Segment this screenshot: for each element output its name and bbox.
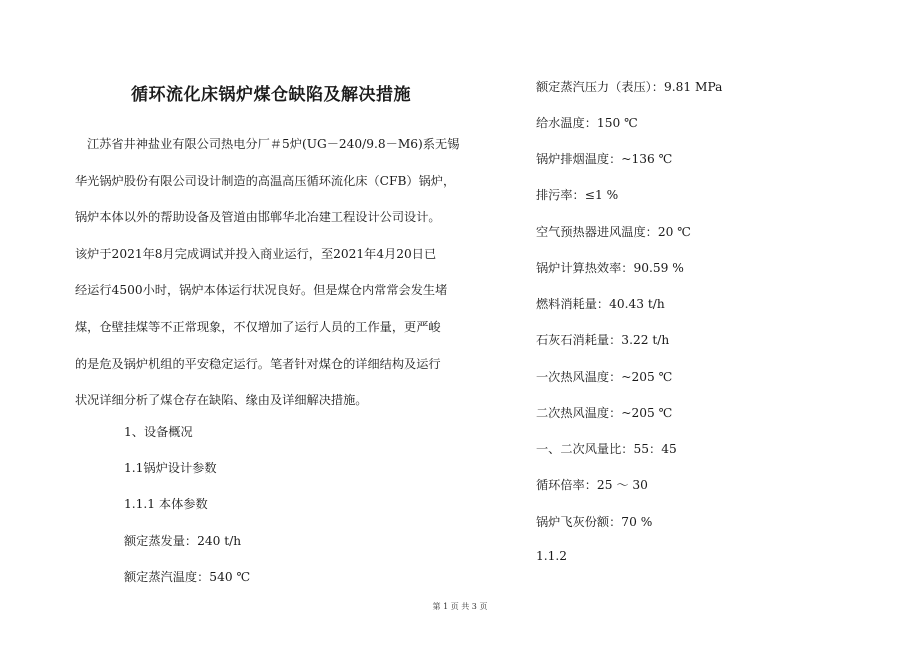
paragraph-line: 江苏省井神盐业有限公司热电分厂＃5炉(UG－240/9.8－M6)系无锡 xyxy=(87,137,460,151)
paragraph-line: 锅炉本体以外的帮助设备及管道由邯郸华北冶建工程设计公司设计。 xyxy=(75,210,441,225)
paragraph-line: 该炉于2021年8月完成调试并投入商业运行，至2021年4月20日已 xyxy=(75,246,437,261)
paragraph-line: 状况详细分析了煤仓存在缺陷、缘由及详细解决措施。 xyxy=(75,393,368,408)
paragraph-line: 的是危及锅炉机组的平安稳定运行。笔者针对煤仓的详细结构及运行 xyxy=(75,356,441,371)
param-blowdown-rate: 排污率：≤1 % xyxy=(536,188,619,202)
param-fly-ash-share: 锅炉飞灰份额：70 % xyxy=(536,515,653,529)
param-rated-steam-pressure: 额定蒸汽压力（表压）：9.81 MPa xyxy=(536,80,723,94)
param-primary-air-temp: 一次热风温度：~205 ℃ xyxy=(536,370,673,384)
param-thermal-efficiency: 锅炉计算热效率：90.59 % xyxy=(536,261,684,275)
param-air-ratio: 一、二次风量比：55：45 xyxy=(536,442,677,456)
param-limestone-consumption: 石灰石消耗量：3.22 t/h xyxy=(536,333,670,347)
subsection-heading-body-params: 1.1.1 本体参数 xyxy=(124,497,208,511)
param-rated-evaporation: 额定蒸发量：240 t/h xyxy=(124,534,242,548)
param-feedwater-temp: 给水温度：150 ℃ xyxy=(536,116,638,130)
paragraph-line: 经运行4500小时，锅炉本体运行状况良好。但是煤仓内常常会发生堵 xyxy=(75,283,448,298)
param-secondary-air-temp: 二次热风温度：~205 ℃ xyxy=(536,406,673,420)
intro-paragraph xyxy=(75,126,460,419)
param-air-preheater-inlet-temp: 空气预热器进风温度：20 ℃ xyxy=(536,225,691,239)
paragraph-line: 煤，仓壁挂煤等不正常现象，不仅增加了运行人员的工作量，更严峻 xyxy=(75,319,441,334)
document-title: 循环流化床锅炉煤仓缺陷及解决措施 xyxy=(131,85,411,105)
page-footer: 第 1 页 共 3 页 xyxy=(432,602,488,611)
paragraph-line: 华光锅炉股份有限公司设计制造的高温高压循环流化床（CFB）锅炉， xyxy=(75,173,456,188)
param-circulation-ratio: 循环倍率：25 ～ 30 xyxy=(536,478,648,492)
subsection-heading-boiler-params: 1.1锅炉设计参数 xyxy=(124,461,217,475)
param-fuel-consumption: 燃料消耗量：40.43 t/h xyxy=(536,297,665,311)
section-heading-equipment: 1、设备概况 xyxy=(124,425,193,439)
subsection-heading-1-1-2: 1.1.2 xyxy=(536,549,568,563)
param-exhaust-temp: 锅炉排烟温度：~136 ℃ xyxy=(536,152,673,166)
param-rated-steam-temp: 额定蒸汽温度：540 ℃ xyxy=(124,570,251,584)
